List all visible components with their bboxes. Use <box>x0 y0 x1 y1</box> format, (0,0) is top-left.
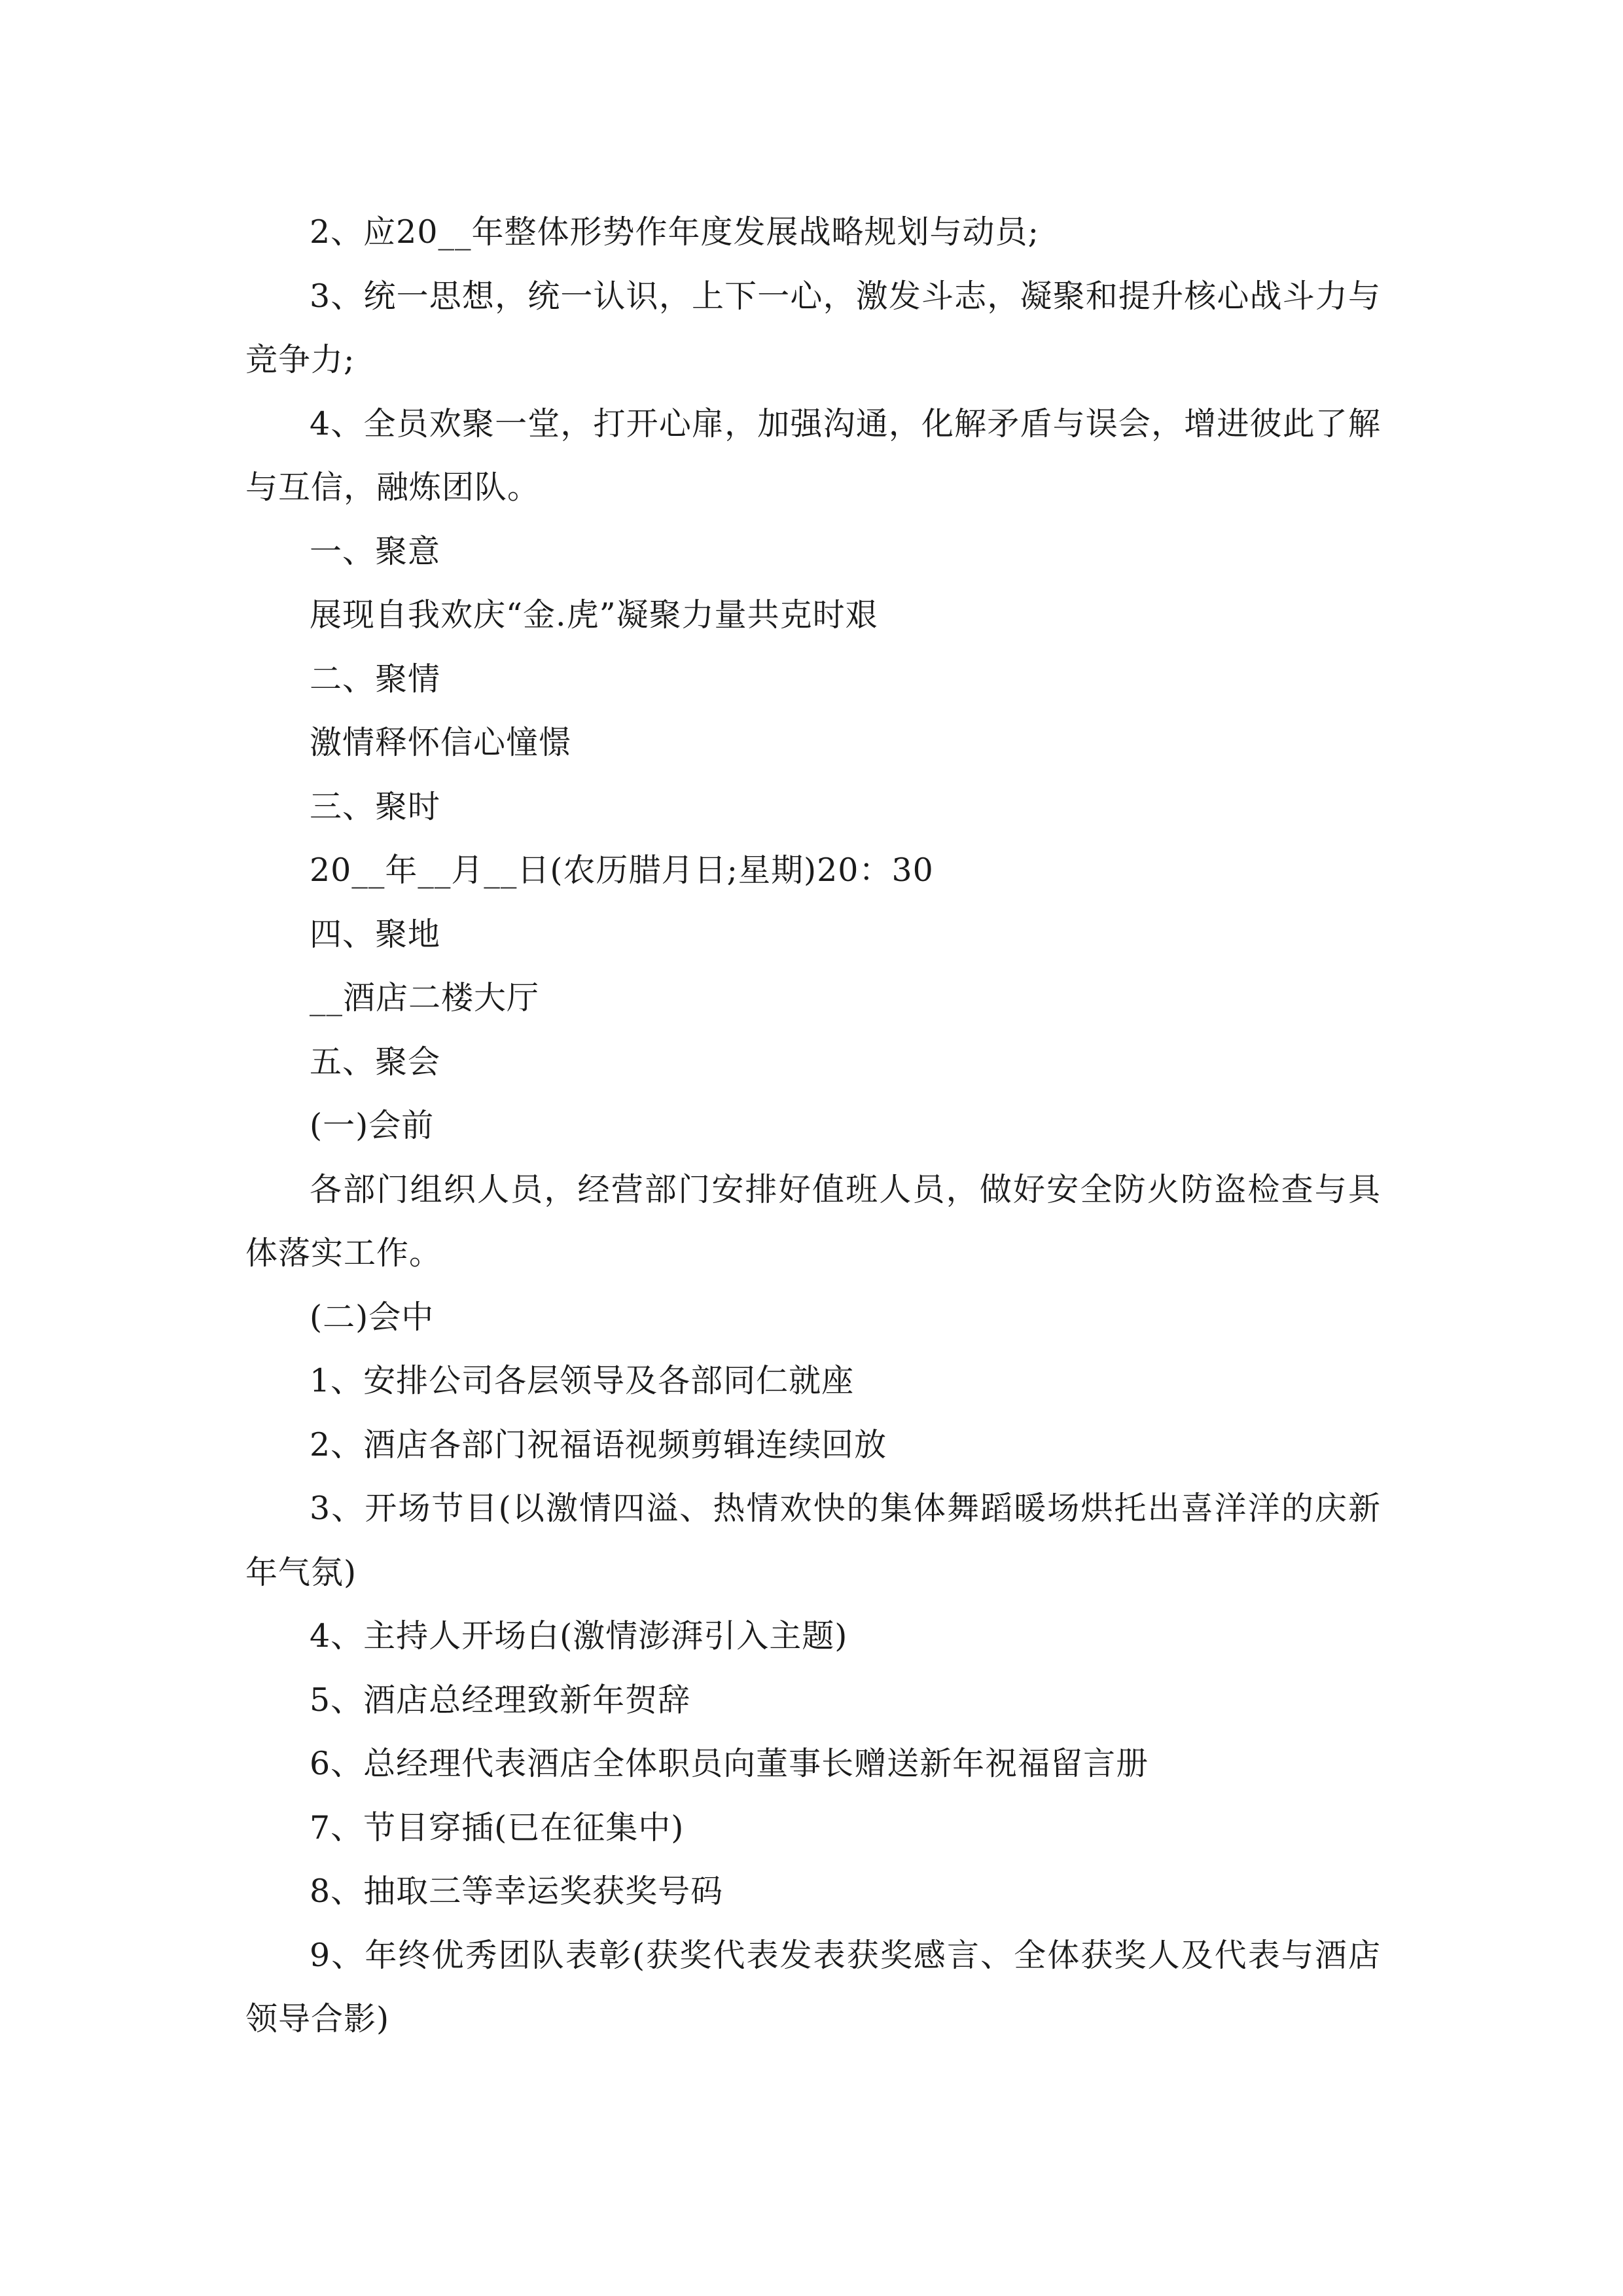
paragraph-goal-4: 4、全员欢聚一堂，打开心扉，加强沟通，化解矛盾与误会，增进彼此了解与互信，融炼团队。 <box>245 404 1381 506</box>
section-heading-2: 二、聚情 <box>310 660 441 698</box>
paragraph-theme: 展现自我欢庆“金.虎”凝聚力量共克时艰 <box>310 596 878 634</box>
paragraph-time: 20__年__月__日(农历腊月日;星期)20：30 <box>310 852 934 889</box>
list-item-1: 1、安排公司各层领导及各部同仁就座 <box>310 1362 855 1399</box>
subsection-heading-before: (一)会前 <box>310 1107 435 1144</box>
list-item-6: 6、总经理代表酒店全体职员向董事长赠送新年祝福留言册 <box>310 1745 1149 1782</box>
list-item-8: 8、抽取三等幸运奖获奖号码 <box>310 1873 724 1910</box>
paragraph-before-meeting: 各部门组织人员，经营部门安排好值班人员，做好安全防火防盗检查与具体落实工作。 <box>245 1170 1381 1272</box>
paragraph-goal-3: 3、统一思想，统一认识，上下一心，激发斗志，凝聚和提升核心战斗力与竞争力; <box>245 277 1381 378</box>
list-item-3: 3、开场节目(以激情四溢、热情欢快的集体舞蹈暖场烘托出喜洋洋的庆新年气氛) <box>245 1490 1381 1591</box>
list-item-7: 7、节目穿插(已在征集中) <box>310 1808 685 1846</box>
list-item-9: 9、年终优秀团队表彰(获奖代表发表获奖感言、全体获奖人及代表与酒店领导合影) <box>245 1936 1381 2037</box>
section-heading-1: 一、聚意 <box>310 532 441 570</box>
paragraph-venue: __酒店二楼大厅 <box>310 979 540 1016</box>
section-heading-3: 三、聚时 <box>310 787 441 825</box>
document-body <box>245 200 1381 2051</box>
list-item-5: 5、酒店总经理致新年贺辞 <box>310 1681 691 1719</box>
subsection-heading-during: (二)会中 <box>310 1298 435 1336</box>
paragraph-emotion: 激情释怀信心憧憬 <box>310 724 572 761</box>
section-heading-4: 四、聚地 <box>310 915 441 953</box>
list-item-2: 2、酒店各部门祝福语视频剪辑连续回放 <box>310 1426 887 1463</box>
paragraph-goal-2: 2、应20__年整体形势作年度发展战略规划与动员; <box>310 213 1040 251</box>
section-heading-5: 五、聚会 <box>310 1043 441 1081</box>
list-item-4: 4、主持人开场白(激情澎湃引入主题) <box>310 1617 848 1655</box>
